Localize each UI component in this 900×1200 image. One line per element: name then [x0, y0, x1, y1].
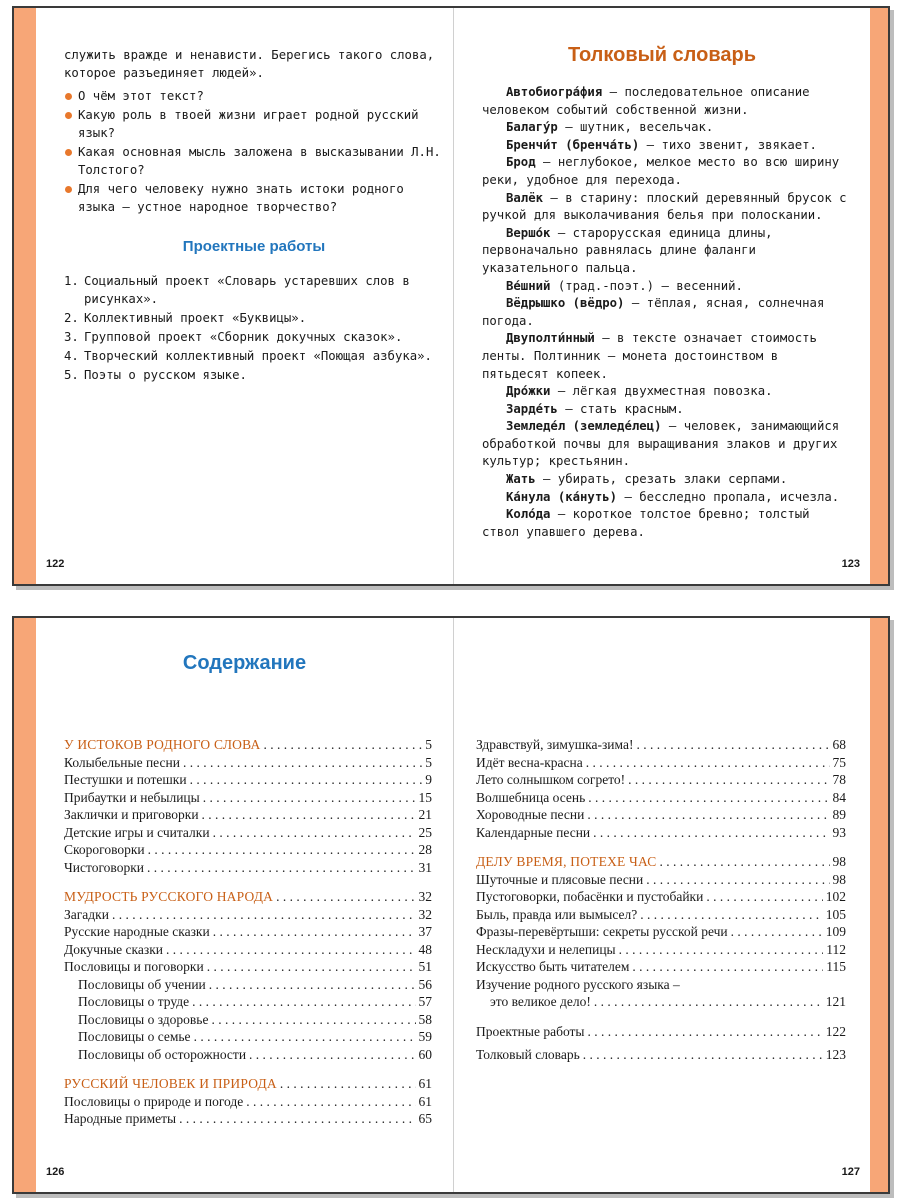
dictionary-entry: Жать – убирать, срезать злаки серпами.: [506, 472, 788, 487]
page-number: 122: [46, 558, 65, 570]
toc-subitem[interactable]: Пословицы о здоровье . . . 58: [64, 1011, 432, 1029]
toc-item[interactable]: Пестушки и потешки . . . 9: [64, 771, 432, 789]
toc-subitem[interactable]: Пословицы о семье . . . 59: [64, 1028, 432, 1046]
dictionary-entry: Автобиогра́фия – последовательное описание человеком событий собственной жизни.: [482, 85, 810, 117]
page-number: 123: [841, 558, 860, 570]
dictionary-entry: Дро́жки – лёгкая двухместная повозка.: [506, 384, 773, 399]
dictionary-entry: Ве́шний (трад.-поэт.) – весенний.: [506, 278, 743, 293]
toc-right: [476, 736, 846, 1064]
toc-section[interactable]: ДЕЛУ ВРЕМЯ, ПОТЕХЕ ЧАС . . . 98: [476, 853, 846, 871]
toc-item[interactable]: Лето солнышком согрето! . . . 78: [476, 771, 846, 789]
toc-subitem[interactable]: Пословицы об осторожности . . . 60: [64, 1046, 432, 1064]
toc-item[interactable]: Загадки . . . 32: [64, 906, 432, 924]
bullet-dot-icon: [65, 149, 72, 156]
page-122-body: [64, 46, 444, 385]
toc-item[interactable]: Русские народные сказки . . . 37: [64, 923, 432, 941]
toc-item[interactable]: Календарные песни . . . 93: [476, 824, 846, 842]
toc-item[interactable]: Быль, правда или вымысел? . . . 105: [476, 906, 846, 924]
toc-item[interactable]: Народные приметы . . . 65: [64, 1110, 432, 1128]
toc-item[interactable]: Скороговорки . . . 28: [64, 841, 432, 859]
toc-item[interactable]: Идёт весна-красна . . . 75: [476, 754, 846, 772]
bullet-dot-icon: [65, 93, 72, 100]
toc-item[interactable]: Здравствуй, зимушка-зима! . . . 68: [476, 736, 846, 754]
toc-item[interactable]: Искусство быть читателем . . . 115: [476, 958, 846, 976]
contents-title: Содержание: [182, 652, 307, 674]
toc-item[interactable]: Хороводные песни . . . 89: [476, 806, 846, 824]
dictionary-entry: Ка́нула (ка́нуть) – бесследно пропала, исчезла.: [506, 489, 840, 504]
project-item: 4. Творческий коллективный проект «Поющая азбука».: [64, 349, 432, 363]
spread-126-127: [12, 616, 890, 1194]
toc-item[interactable]: Нескладухи и нелепицы . . . 112: [476, 941, 846, 959]
toc-item[interactable]: Докучные сказки . . . 48: [64, 941, 432, 959]
toc-item-dictionary[interactable]: Толковый словарь . . . 123: [476, 1046, 846, 1064]
toc-item[interactable]: Пословицы о природе и погоде . . . 61: [64, 1093, 432, 1111]
dictionary-entry: Брод – неглубокое, мелкое место во всю ширину реки, удобное для перехода.: [482, 155, 840, 187]
question-item: О чём этот текст?: [64, 87, 444, 105]
intro-text: служить вражде и ненависти. Берегись такого слова, которое разъединяет людей».: [64, 48, 435, 80]
toc-item-line[interactable]: Изучение родного русского языка –: [476, 976, 680, 992]
page-127: [454, 618, 870, 1192]
toc-item[interactable]: Пустоговорки, побасёнки и пустобайки . . . 102: [476, 888, 846, 906]
toc-section[interactable]: МУДРОСТЬ РУССКОГО НАРОДА . . . 32: [64, 888, 432, 906]
toc-left: [64, 736, 432, 1128]
project-item: 1. Социальный проект «Словарь устаревших слов в рисунках».: [64, 274, 410, 306]
toc-subitem[interactable]: Пословицы об учении . . . 56: [64, 976, 432, 994]
toc-item[interactable]: Фразы-перевёртыши: секреты русской речи . . . 109: [476, 923, 846, 941]
dictionary-entries: [482, 84, 852, 541]
project-item: 3. Групповой проект «Сборник докучных сказок».: [64, 330, 403, 344]
toc-section[interactable]: РУССКИЙ ЧЕЛОВЕК И ПРИРОДА . . . 61: [64, 1075, 432, 1093]
spread-122-123: [12, 6, 890, 586]
dictionary-entry: Бренчи́т (бренча́ть) – тихо звенит, звякает.: [506, 137, 817, 152]
project-item: 2. Коллективный проект «Буквицы».: [64, 311, 307, 325]
toc-item[interactable]: Чистоговорки . . . 31: [64, 859, 432, 877]
page-number: 127: [841, 1166, 860, 1178]
page-number: 126: [46, 1166, 65, 1178]
bullet-dot-icon: [65, 186, 72, 193]
toc-item[interactable]: Прибаутки и небылицы . . . 15: [64, 789, 432, 807]
toc-item[interactable]: Детские игры и считалки . . . 25: [64, 824, 432, 842]
dictionary-entry: Вёдрышко (вёдро) – тёплая, ясная, солнечная погода.: [482, 296, 825, 328]
toc-item[interactable]: это великое дело! . . . 121: [476, 993, 846, 1011]
dictionary-entry: Земледе́л (земледе́лец) – человек, занимающийся обработкой почвы для выращивания злаков и других культур; крестьянин.: [482, 419, 840, 469]
page-126: [36, 618, 454, 1192]
dictionary-entry: Зарде́ть – стать красным.: [506, 401, 684, 416]
toc-section[interactable]: У ИСТОКОВ РОДНОГО СЛОВА . . . 5: [64, 736, 432, 754]
toc-item[interactable]: Колыбельные песни . . . 5: [64, 754, 432, 772]
toc-subitem[interactable]: Пословицы о труде . . . 57: [64, 993, 432, 1011]
dictionary-title: Толковый словарь: [567, 44, 757, 66]
toc-item[interactable]: Шуточные и плясовые песни . . . 98: [476, 871, 846, 889]
dictionary-entry: Валёк – в старину: плоский деревянный брусок с ручкой для выколачивания белья при полоскании.: [482, 190, 847, 223]
question-item: Какую роль в твоей жизни играет родной русский язык?: [64, 106, 444, 142]
page-123: [454, 8, 870, 584]
projects-heading: Проектные работы: [182, 238, 326, 255]
dictionary-entry: Балагу́р – шутник, весельчак.: [506, 120, 714, 135]
toc-item[interactable]: Волшебница осень . . . 84: [476, 789, 846, 807]
question-list: [64, 87, 444, 216]
dictionary-entry: Коло́да – короткое толстое бревно; толстый ствол упавшего дерева.: [482, 507, 810, 539]
projects-list: [64, 272, 444, 384]
page-122: [36, 8, 454, 584]
dictionary-entry: Вершо́к – старорусская единица длины, первоначально равнялась длине фаланги указательного пальца.: [482, 225, 773, 275]
toc-item[interactable]: Пословицы и поговорки . . . 51: [64, 958, 432, 976]
bullet-dot-icon: [65, 112, 72, 119]
question-item: Для чего человеку нужно знать истоки родного языка – устное народное творчество?: [64, 180, 444, 216]
toc-item[interactable]: Заклички и приговорки . . . 21: [64, 806, 432, 824]
project-item: 5. Поэты о русском языке.: [64, 368, 247, 382]
dictionary-entry: Двуполти́нный – в тексте означает стоимость ленты. Полтинник – монета достоинством в пятьдесят копеек.: [482, 331, 817, 381]
question-item: Какая основная мысль заложена в высказывании Л.Н. Толстого?: [64, 143, 444, 179]
toc-item-projects[interactable]: Проектные работы . . . 122: [476, 1023, 846, 1041]
